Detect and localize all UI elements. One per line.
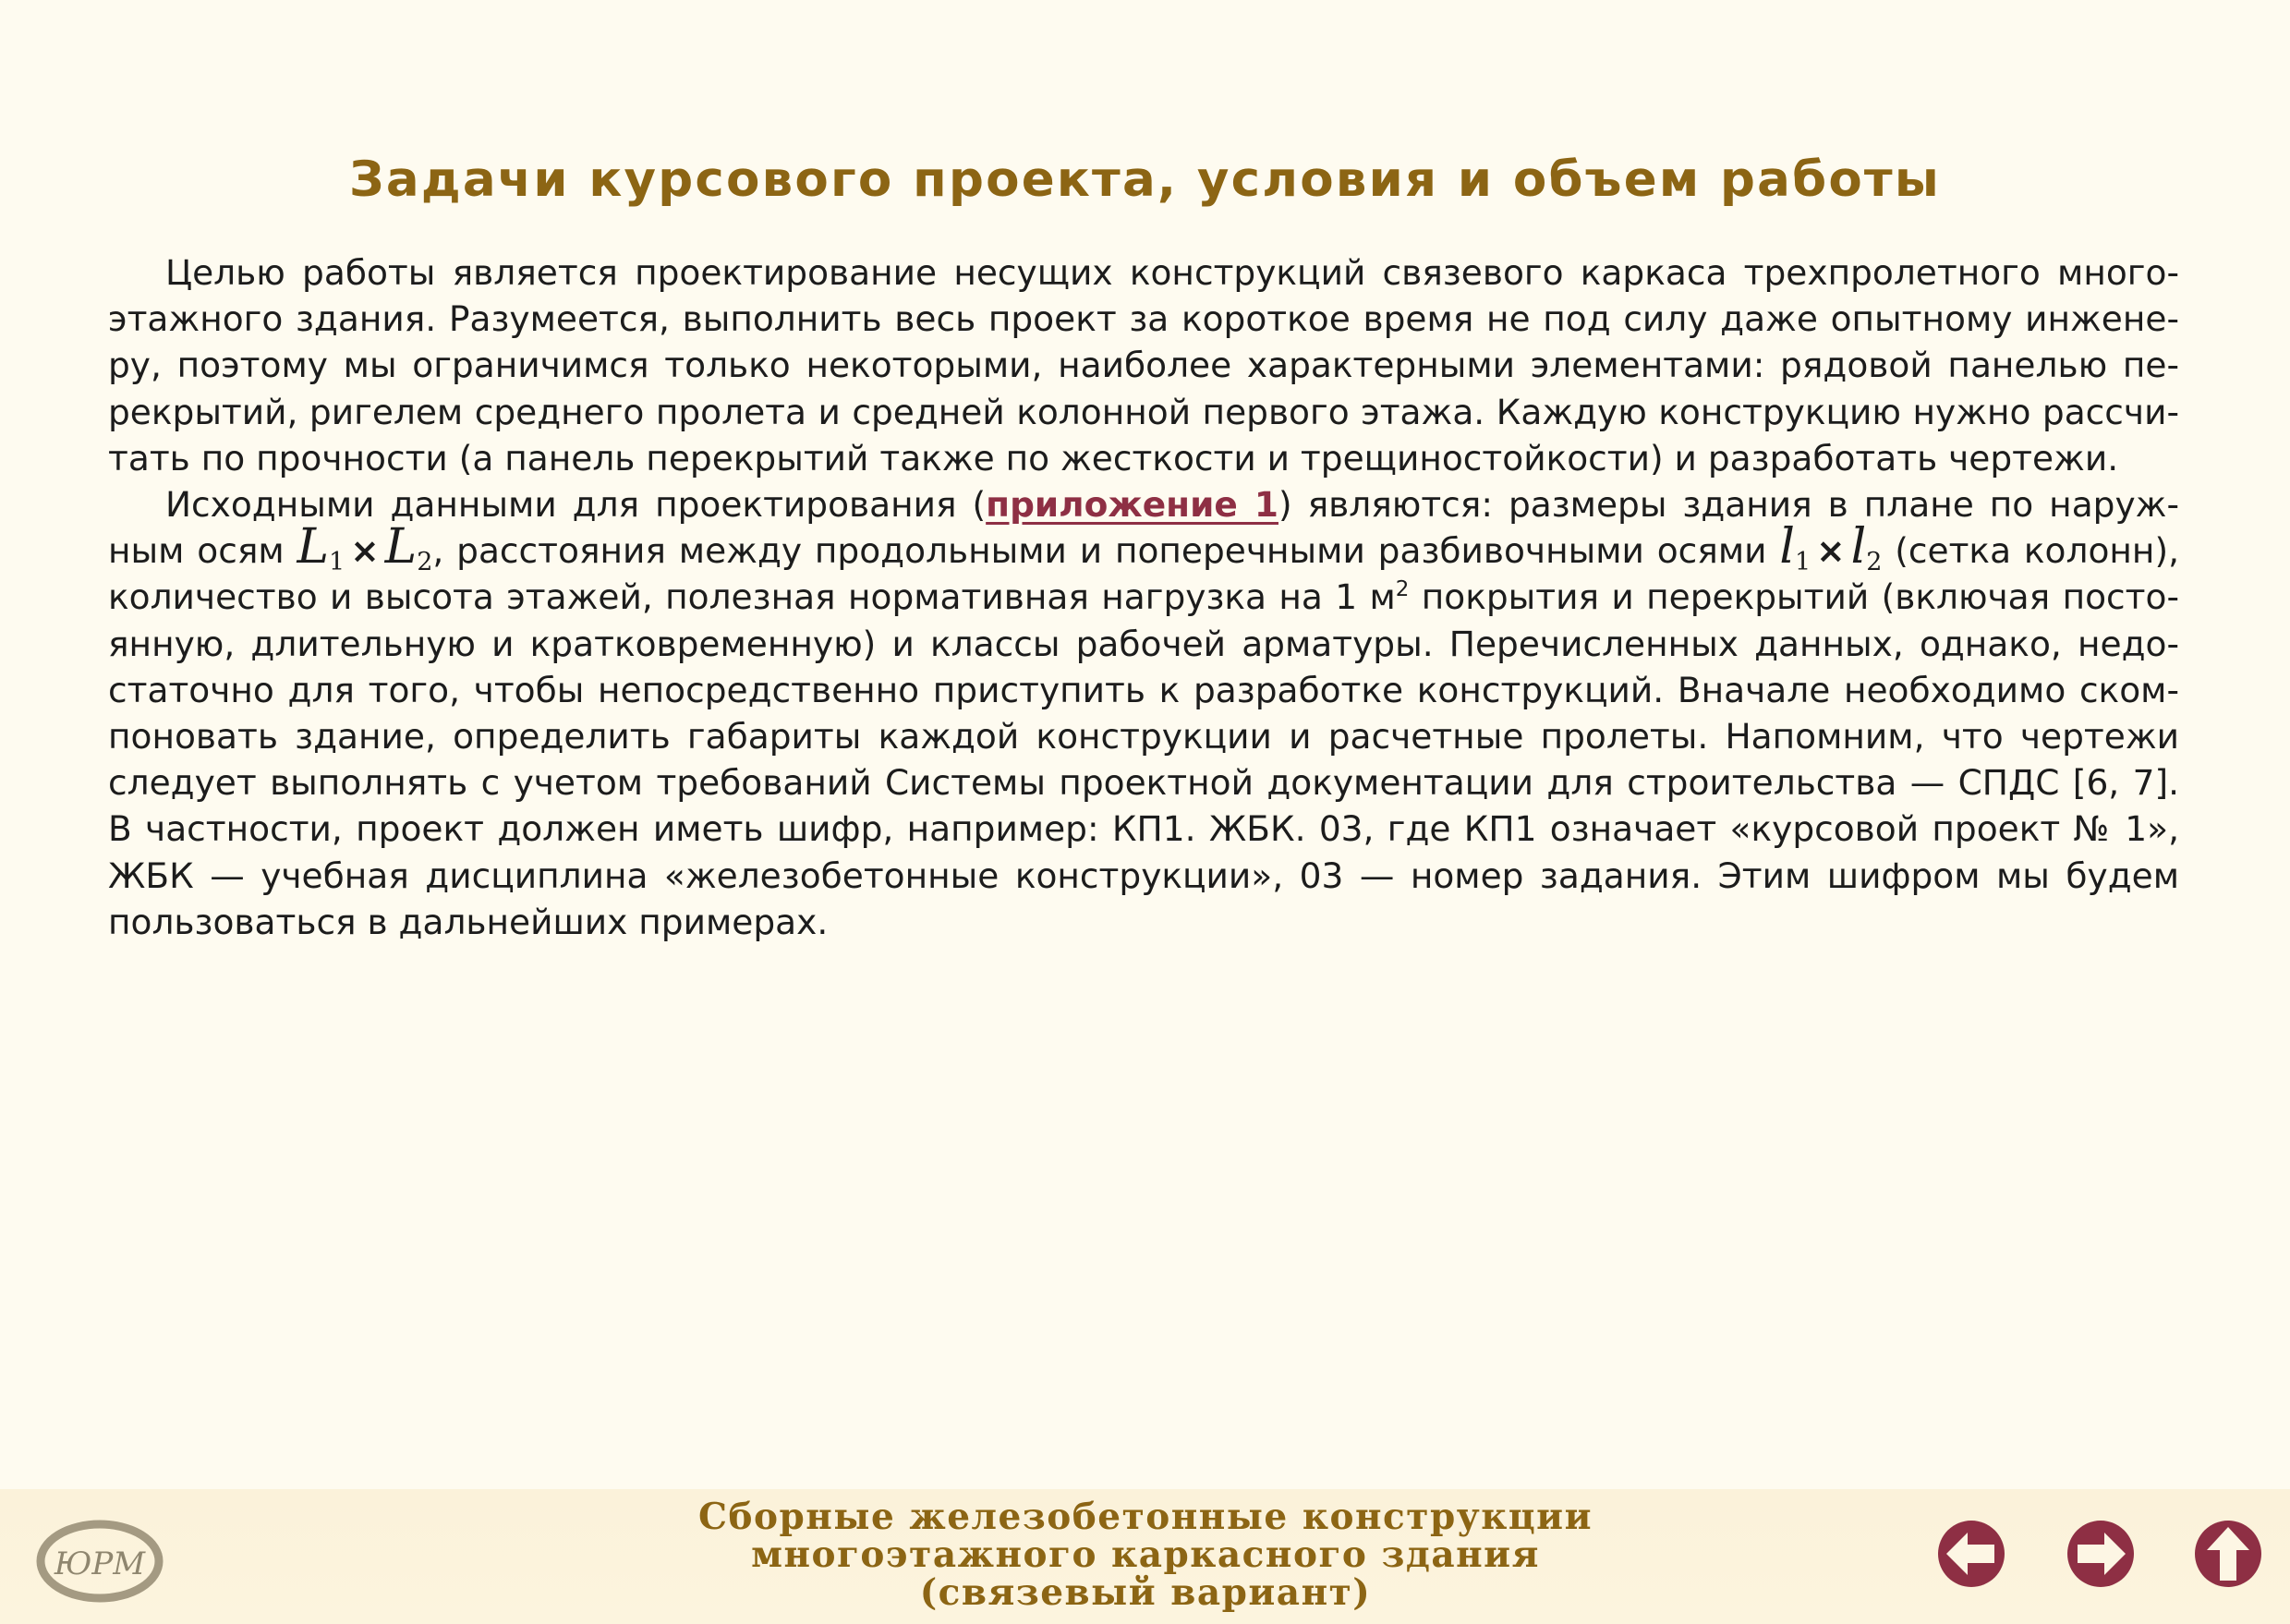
- logo-text: ЮРМ: [54, 1545, 146, 1582]
- arrow-up-icon: [2195, 1521, 2261, 1587]
- text-segment: ) являются: размеры здания в плане по наружным осям: [108, 484, 2179, 572]
- formula-l2: [1851, 519, 1883, 575]
- footer-title-line-1: Сборные железобетонные конструкции: [697, 1496, 1593, 1538]
- subscript-1: 1: [329, 548, 345, 577]
- page-title: Задачи курсового проекта, условия и объем работы: [349, 151, 1941, 208]
- paragraph-1: Целью работы является проектирование несущих конструкций связевого каркаса трехпролетного многоэтажного здания. Разумеется, выполнить весь проект за короткое время не под силу даже опытному инженеру, поэтому мы ограничимся только некоторыми, наиболее характерными элементами: рядовой панелью перекрытий, ригелем среднего пролета и средней колонной первого этажа. Каждую конструкцию нужно рассчитать по прочности (а панель перекрытий также по жесткости и трещиностойкости) и разработать чертежи.: [108, 252, 2179, 479]
- footer-title: [545, 1498, 1746, 1612]
- arrow-right-icon: [2067, 1521, 2134, 1587]
- formula-L2: [385, 519, 433, 575]
- publisher-logo: [35, 1517, 164, 1606]
- var-l: l: [1779, 519, 1795, 576]
- var-L: L: [384, 519, 418, 576]
- subscript-2: 2: [417, 548, 433, 577]
- formula-l1: [1779, 519, 1811, 575]
- paragraph-2: [108, 481, 2179, 945]
- superscript-2: 2: [1395, 577, 1410, 602]
- var-l: l: [1850, 519, 1867, 576]
- footer-title-line-2: многоэтажного каркасного здания: [751, 1533, 1540, 1576]
- times-sign: ×: [350, 530, 380, 572]
- main-text: [108, 249, 2179, 945]
- var-L: L: [297, 519, 330, 576]
- arrow-left-icon: [1938, 1521, 2005, 1587]
- up-level-button[interactable]: [2194, 1520, 2262, 1588]
- subscript-1: 1: [1794, 548, 1811, 577]
- text-segment: (сетка колонн), количество и высота этажей, полезная нормативная нагрузка на 1 м: [108, 530, 2179, 618]
- text-segment: покрытия и перекрытий (включая постоянную, длительную и кратковременную) и классы рабочей арматуры. Перечисленных данных, однако, недостаточно для того, чтобы непосредственно приступить к разработке конструкций. Вначале необходимо скомпоновать здание, определить габариты каждой конструкции и расчетные пролеты. Напомним, что чертежи следует выполнять с учетом требований Системы проектной документации для строительства — СПДС [6, 7]. В частности, проект должен иметь шифр, например: КП1. ЖБК. 03, где КП1 означает «курсовой проект № 1», ЖБК — учебная дисциплина «железобетонные конструкции», 03 — номер задания. Этим шифром мы будем пользоваться в дальнейших примерах.: [108, 576, 2179, 942]
- text-segment: , расстояния между продольными и поперечными разбивочными осями: [432, 530, 1780, 572]
- times-sign: ×: [1816, 530, 1846, 572]
- footer-bar: [0, 1489, 2290, 1624]
- formula-L1: [297, 519, 345, 575]
- subscript-2: 2: [1866, 548, 1883, 577]
- footer-title-line-3: (связевый вариант): [919, 1571, 1372, 1614]
- next-page-button[interactable]: [2066, 1520, 2135, 1588]
- appendix-1-link[interactable]: приложение 1: [986, 484, 1278, 526]
- text-segment: Исходными данными для проектирования (: [165, 484, 987, 526]
- previous-page-button[interactable]: [1937, 1520, 2005, 1588]
